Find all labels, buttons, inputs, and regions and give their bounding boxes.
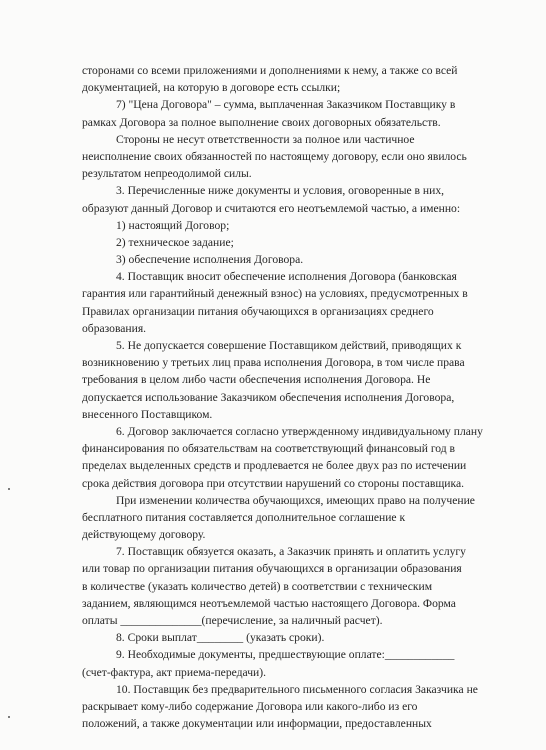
- text-line: неисполнение своих обязанностей по настоящему договору, если оно явилось: [82, 149, 467, 163]
- text-line: результатом непреодолимой силы.: [82, 167, 252, 181]
- text-line: гарантия или гарантийный денежный взнос) на условиях, предусмотренных в: [82, 287, 468, 301]
- document-body: [82, 62, 522, 732]
- text-line: При изменении количества обучающихся, имеющих право на получение: [116, 493, 475, 507]
- text-line: положений, а также документации или информации, предоставленных: [82, 717, 432, 731]
- text-line: заданием, являющимся неотъемлемой частью настоящего Договора. Форма: [82, 596, 456, 610]
- text-line: 10. Поставщик без предварительного письменного согласия Заказчика не: [116, 682, 478, 696]
- text-line: оплаты ______________(перечисление, за наличный расчет).: [82, 614, 383, 627]
- margin-mark: [8, 716, 10, 718]
- text-line: рамках Договора за полное выполнение своих договорных обязательств.: [82, 115, 441, 129]
- text-line: пределах выделенных средств и продлевается не более двух раз по истечении: [82, 459, 467, 473]
- text-line: действующему договору.: [82, 528, 206, 542]
- text-line: документацией, на которую в договоре есть ссылки;: [82, 81, 341, 95]
- text-line: Стороны не несут ответственности за полное или частичное: [116, 132, 415, 146]
- text-line: 3) обеспечение исполнения Договора.: [116, 253, 304, 267]
- text-line: или товар по организации питания обучающихся в организации образования: [82, 562, 462, 576]
- text-line: 5. Не допускается совершение Поставщиком действий, приводящих к: [116, 339, 462, 352]
- text-line: сторонами со всеми приложениями и дополнениями к нему, а также со всей: [82, 64, 458, 77]
- text-line: внесенного Поставщиком.: [82, 407, 213, 421]
- text-line: Правилах организации питания обучающихся в организациях среднего: [82, 304, 434, 318]
- text-line: 7) "Цена Договора" – сумма, выплаченная Заказчиком Поставщику в: [116, 98, 456, 112]
- margin-mark: [8, 488, 10, 490]
- text-line: образования.: [82, 321, 147, 335]
- text-line: в количестве (указать количество детей) в соответствии с техническим: [82, 579, 433, 593]
- text-line: 6. Договор заключается согласно утвержденному индивидуальному плану: [116, 424, 483, 438]
- text-line: (счет-фактура, акт приема-передачи).: [82, 665, 266, 679]
- text-line: финансирования по обязательствам на соответствующий финансовый год в: [82, 442, 456, 456]
- text-line: срока действия договора при отсутствии нарушений со стороны поставщика.: [82, 476, 465, 490]
- text-line: 4. Поставщик вносит обеспечение исполнения Договора (банковская: [116, 270, 457, 284]
- text-line: возникновению у третьих лиц права исполнения Договора, в том числе права: [82, 356, 465, 370]
- text-line: требования в целом либо части обеспечения исполнения Договора. Не: [82, 373, 431, 387]
- text-line: 8. Сроки выплат________ (указать сроки).: [116, 631, 325, 645]
- text-line: 1) настоящий Договор;: [116, 218, 230, 232]
- text-line: допускается использование Заказчиком обеспечения исполнения Договора,: [82, 390, 455, 404]
- text-line: бесплатного питания составляется дополнительное соглашение к: [82, 510, 406, 524]
- text-line: 2) техническое задание;: [116, 235, 234, 249]
- text-line: 9. Необходимые документы, предшествующие оплате:____________: [116, 648, 455, 662]
- text-line: 7. Поставщик обязуется оказать, а Заказчик принять и оплатить услугу: [116, 545, 466, 559]
- text-line: 3. Перечисленные ниже документы и условия, оговоренные в них,: [116, 184, 445, 198]
- text-line: образуют данный Договор и считаются его неотъемлемой частью, а именно:: [82, 201, 461, 215]
- text-line: раскрывает кому-либо содержание Договора или какого-либо из его: [82, 699, 418, 713]
